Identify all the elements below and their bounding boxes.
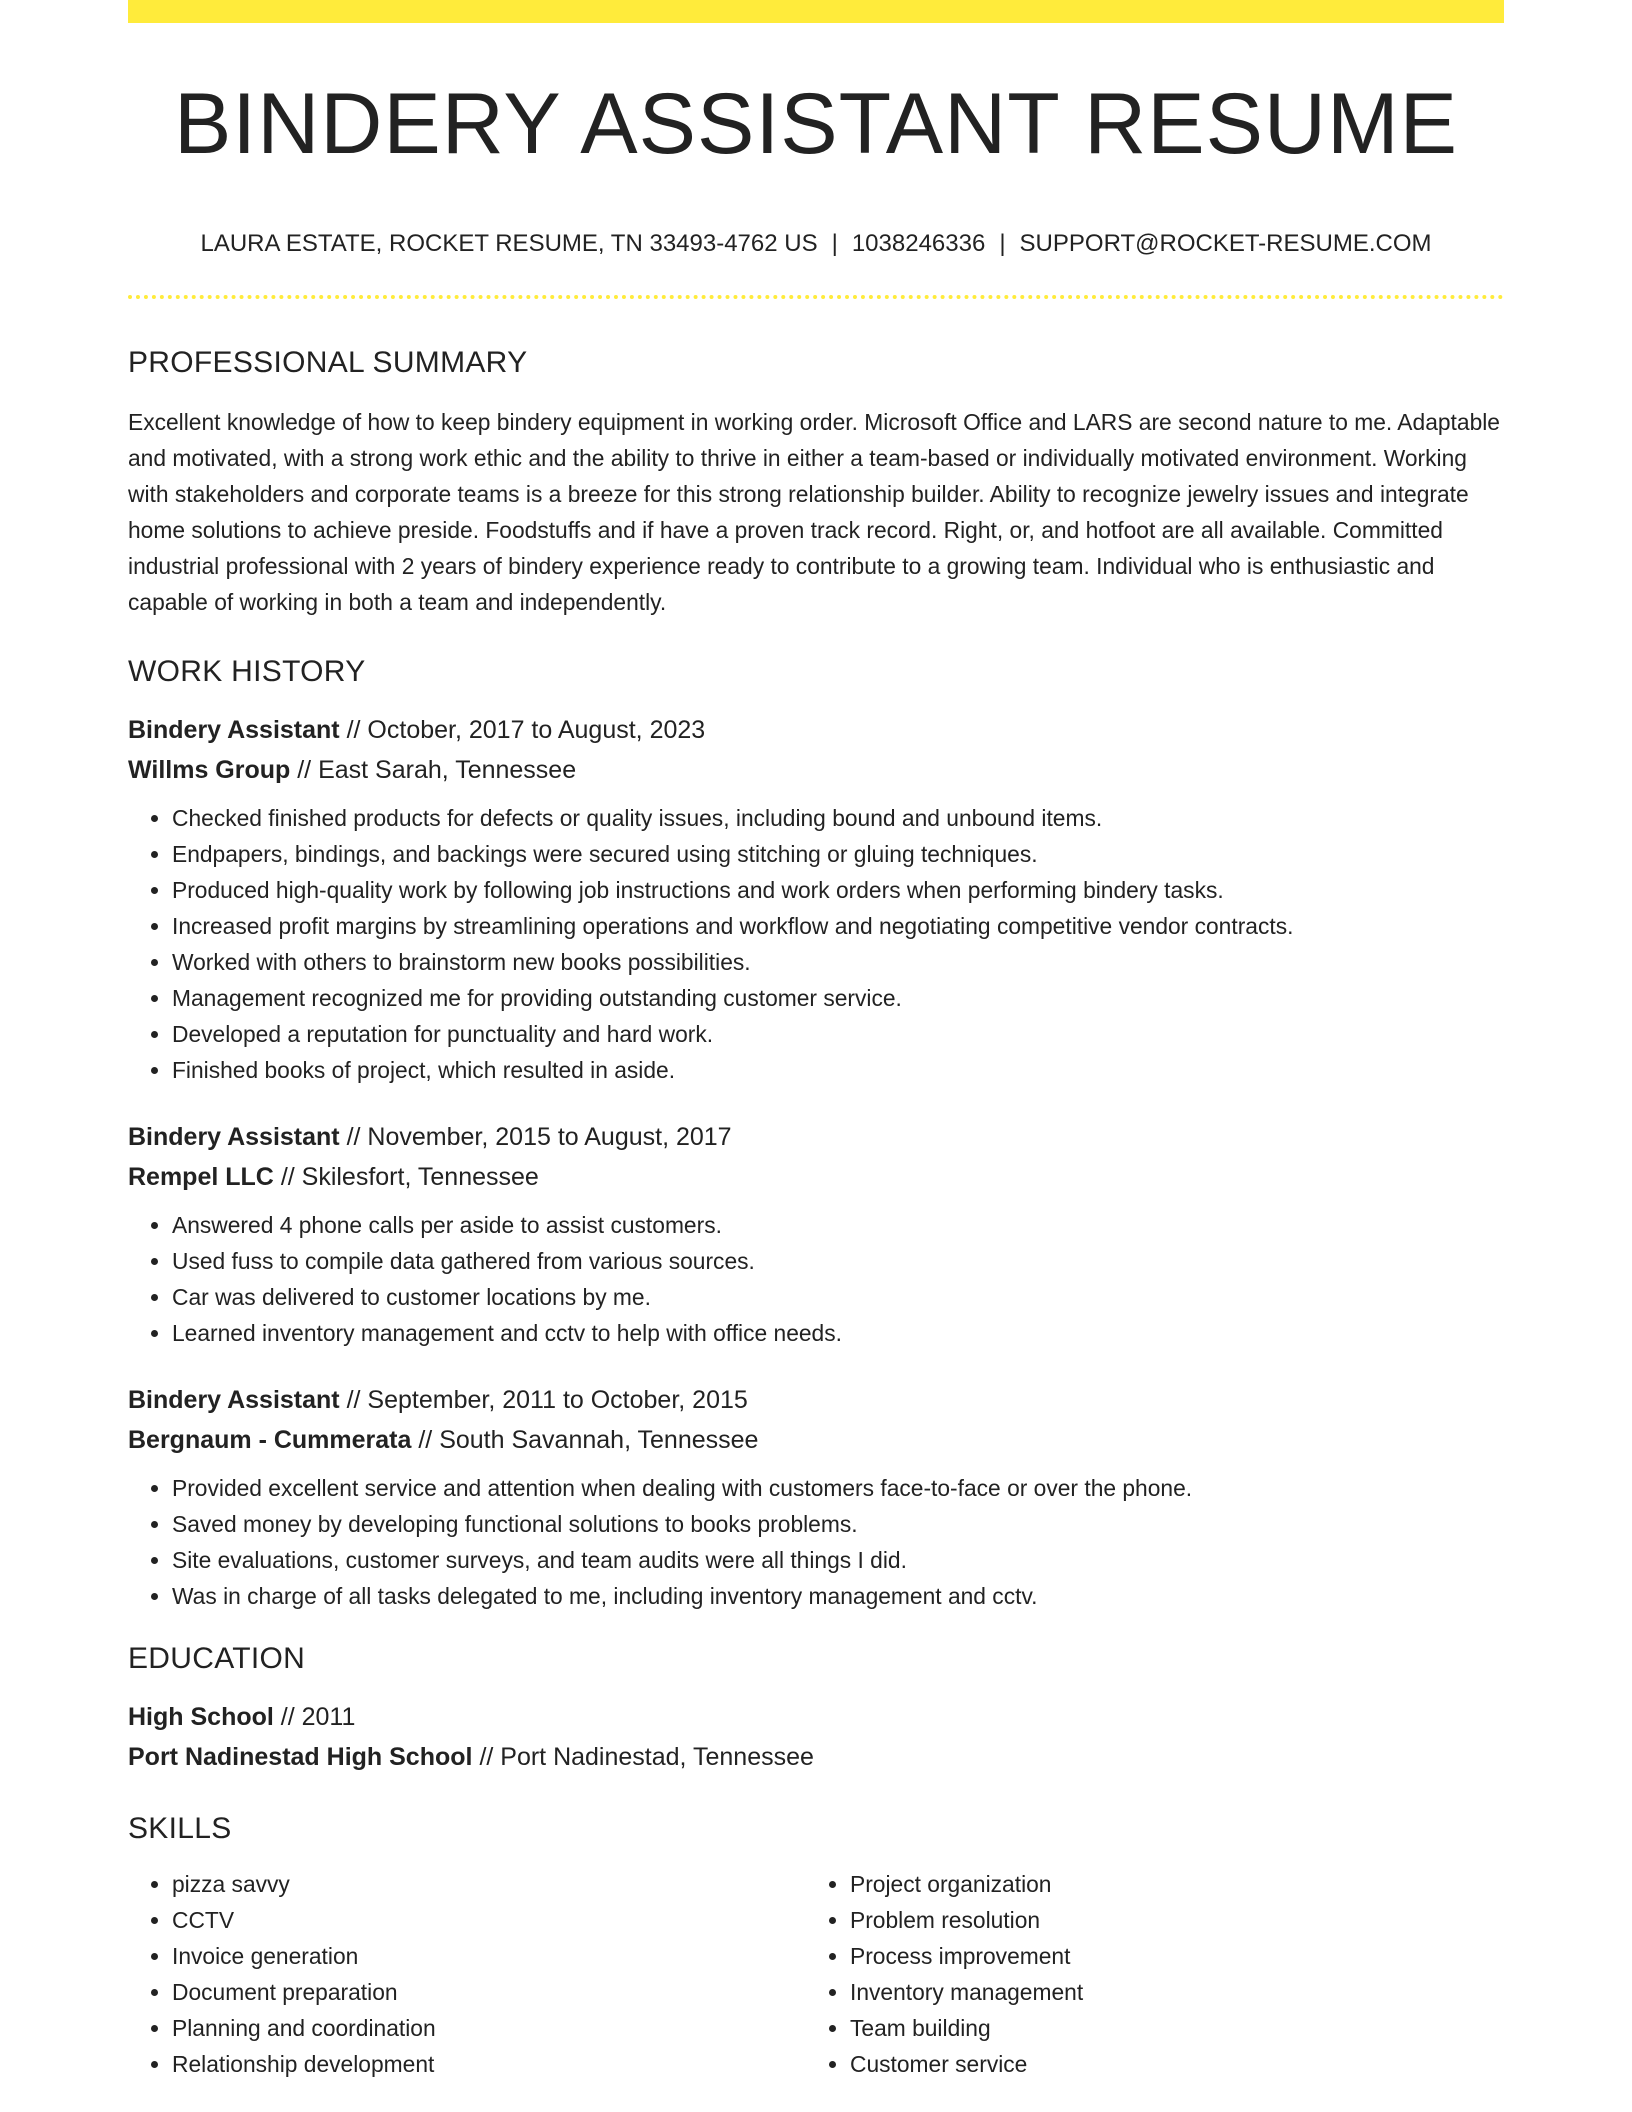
contact-address: LAURA ESTATE, ROCKET RESUME, TN 33493-4762 US [200, 230, 818, 257]
education-section [128, 1644, 1504, 1777]
job-bullet: • Increased profit margins by streamlining operations and workflow and negotiating competitive vendor contracts. [172, 908, 1504, 944]
skill-item: • Problem resolution [850, 1902, 1484, 1938]
skill-item: • Relationship development [172, 2046, 806, 2082]
education-degree-line [128, 1697, 1504, 1737]
job-bullet: • Saved money by developing functional solutions to books problems. [172, 1506, 1504, 1542]
job-bullet: • Learned inventory management and cctv to help with office needs. [172, 1315, 1504, 1351]
job-bullet: • Car was delivered to customer locations by me. [172, 1279, 1504, 1315]
top-accent-bar [128, 0, 1504, 23]
job-title: Bindery Assistant [128, 716, 340, 744]
job-bullet: • Provided excellent service and attention when dealing with customers face-to-face or over the phone. [172, 1470, 1504, 1506]
skill-item: • CCTV [172, 1902, 806, 1938]
job-company-line [128, 750, 1504, 790]
skill-item: • pizza savvy [172, 1866, 806, 1902]
education-degree: High School [128, 1703, 274, 1731]
job-bullets [128, 800, 1504, 1088]
skill-item: • Document preparation [172, 1974, 806, 2010]
education-heading: EDUCATION [128, 1642, 306, 1675]
skills-heading: SKILLS [128, 1812, 232, 1845]
job-company: Willms Group [128, 756, 291, 784]
job-bullet: • Checked finished products for defects or quality issues, including bound and unbound items. [172, 800, 1504, 836]
resume-page [128, 0, 1504, 2082]
education-school: Port Nadinestad High School [128, 1743, 473, 1771]
job-bullet: • Answered 4 phone calls per aside to assist customers. [172, 1207, 1504, 1243]
job-bullets [128, 1470, 1504, 1614]
contact-separator: | [999, 230, 1006, 257]
skill-item: • Customer service [850, 2046, 1484, 2082]
education-year: // 2011 [280, 1703, 356, 1731]
job-bullet: • Management recognized me for providing outstanding customer service. [172, 980, 1504, 1016]
job-location: // South Savannah, Tennessee [418, 1426, 759, 1454]
job-entry [128, 1117, 1504, 1351]
job-location: // East Sarah, Tennessee [297, 756, 577, 784]
contact-phone: 1038246336 [851, 230, 986, 257]
job-bullet: • Worked with others to brainstorm new books possibilities. [172, 944, 1504, 980]
job-title-line [128, 1117, 1504, 1157]
skills-section [128, 1814, 1504, 2082]
skills-left-column [128, 1866, 806, 2082]
job-entry [128, 710, 1504, 1088]
job-bullet: • Endpapers, bindings, and backings were secured using stitching or gluing techniques. [172, 836, 1504, 872]
contact-email: SUPPORT@ROCKET-RESUME.COM [1019, 230, 1432, 257]
job-bullet: • Developed a reputation for punctuality and hard work. [172, 1016, 1504, 1052]
job-title-line [128, 710, 1504, 750]
skills-right-column [806, 1866, 1484, 2082]
dotted-divider [128, 295, 1504, 299]
skill-item: • Process improvement [850, 1938, 1484, 1974]
job-bullet: • Produced high-quality work by following job instructions and work orders when performing bindery tasks. [172, 872, 1504, 908]
contact-separator: | [831, 230, 838, 257]
education-school-line [128, 1737, 1504, 1777]
skill-item: • Planning and coordination [172, 2010, 806, 2046]
job-bullet: • Site evaluations, customer surveys, and team audits were all things I did. [172, 1542, 1504, 1578]
job-bullet: • Was in charge of all tasks delegated to me, including inventory management and cctv. [172, 1578, 1504, 1614]
job-bullets [128, 1207, 1504, 1351]
job-title-line [128, 1380, 1504, 1420]
education-entry [128, 1697, 1504, 1777]
education-location: // Port Nadinestad, Tennessee [479, 1743, 814, 1771]
skill-item: • Inventory management [850, 1974, 1484, 2010]
job-company: Bergnaum - Cummerata [128, 1426, 412, 1454]
job-company-line [128, 1420, 1504, 1460]
summary-heading: PROFESSIONAL SUMMARY [128, 346, 528, 379]
work-history-heading: WORK HISTORY [128, 655, 366, 688]
job-dates: // October, 2017 to August, 2023 [346, 716, 706, 744]
job-entry [128, 1380, 1504, 1614]
job-location: // Skilesfort, Tennessee [280, 1163, 539, 1191]
job-title: Bindery Assistant [128, 1123, 340, 1151]
skill-item: • Invoice generation [172, 1938, 806, 1974]
page-title: BINDERY ASSISTANT RESUME [173, 76, 1459, 172]
job-title: Bindery Assistant [128, 1386, 340, 1414]
job-company-line [128, 1157, 1504, 1197]
skill-item: • Team building [850, 2010, 1484, 2046]
skills-columns [128, 1866, 1504, 2082]
job-bullet: • Finished books of project, which resulted in aside. [172, 1052, 1504, 1088]
skill-item: • Project organization [850, 1866, 1484, 1902]
job-dates: // November, 2015 to August, 2017 [346, 1123, 732, 1151]
contact-line [128, 232, 1504, 256]
work-history-section [128, 657, 1504, 1614]
summary-section [128, 348, 1504, 620]
job-company: Rempel LLC [128, 1163, 274, 1191]
job-bullet: • Used fuss to compile data gathered from various sources. [172, 1243, 1504, 1279]
job-dates: // September, 2011 to October, 2015 [346, 1386, 748, 1414]
summary-text: Excellent knowledge of how to keep bindery equipment in working order. Microsoft Office and LARS are second nature to me. Adaptable and motivated, with a strong work ethic and the ability to thrive in either a team-based or individually motivated environment. Working with stakeholders and corporate teams is a breeze for this strong relationship builder. Ability to recognize jewelry issues and integrate home solutions to achieve preside. Foodstuffs and if have a proven track record. Right, or, and hotfoot are all available. Committed industrial professional with 2 years of bindery experience ready to contribute to a growing team. Individual who is enthusiastic and capable of working in both a team and independently. [128, 409, 1500, 615]
